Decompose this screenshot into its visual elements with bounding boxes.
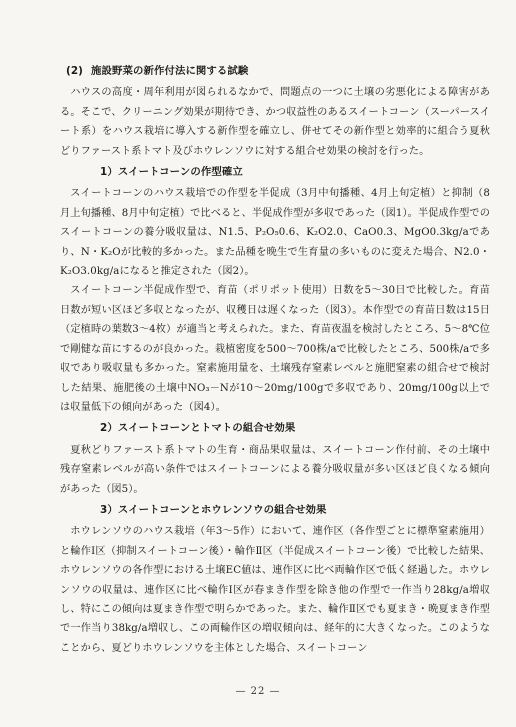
section-number: (2) xyxy=(66,65,84,77)
subsection-2-paragraph-1: 夏秋どりファースト系トマトの生育・商品果収量は、スイートコーン作付前、その土壌中残存窒素レベルが高い条件ではスイートコーンによる養分吸収量が多い区ほど良くなる傾向があった（図5）。 xyxy=(60,444,490,495)
subsection-1-paragraph-2: スイートコーン半促成作型で、育苗（ポリポット使用）日数を5～30日で比較した。育苗日数が短い区ほど多収となったが、収穫日は遅くなった（図3）。本作型での育苗日数は15日（定植時の葉数3～4枚）が適当と考えられた。また、育苗夜温を検討したところ、5～8℃位で剛健な苗にするのが良かった。栽植密度を500～700株/aで比較したところ、500株/aで多収であり吸収量も多かった。窒素施用量を、土壌残存窒素レベルと施肥窒素の組合せで検討した結果、施肥後の土壌中NO₃－Nが10～20mg/100gで多収であり、20mg/100g以上では収量低下の傾向があった（図4）。 xyxy=(60,285,490,413)
page-number: — 22 — xyxy=(235,686,281,697)
intro-paragraph: ハウスの高度・周年利用が図られるなかで、問題点の一つに土壌の劣悪化による障害がある。そこで、クリーニング効果が期待でき、かつ収益性のあるスイートコーン（スーパースイート系）をハウス栽培に導入する新作型を確立し、併せてその新作型と効率的に組合う夏秋どりファースト系トマト及びホウレンソウに対する組合せ効果の検討を行った。 xyxy=(60,87,490,157)
document-body xyxy=(60,62,490,658)
subsection-3-paragraph-1: ホウレンソウのハウス栽培（年3～5作）において、連作区（各作型ごとに標準窒素施用）と輪作Ⅰ区（抑制スイートコーン後）・輪作Ⅱ区（半促成スイートコーン後）で比較した結果、ホウレンソウの各作型における土壌EC値は、連作区に比べ両輪作区で低く経過した。ホウレンソウの収量は、連作区に比べ輪作Ⅰ区が春まき作型を除き他の作型で一作当り28kg/a増収し、特にこの傾向は夏まき作型で明らかであった。また、輪作Ⅱ区でも夏まき・晩夏まき作型で一作当り38kg/a増収し、この両輪作区の増収傾向は、経年的に大きくなった。このようなことから、夏どりホウレンソウを主体とした場合、スイートコーン xyxy=(60,526,490,654)
subsection-heading-1: 1）スイートコーンの作型確立 xyxy=(100,166,243,179)
section-heading xyxy=(66,62,490,81)
subsection-1-paragraph-1: スイートコーンのハウス栽培での作型を半促成（3月中旬播種、4月上旬定植）と抑制（8月上旬播種、8月中旬定植）で比べると、半促成作型が多収であった（図1）。半促成作型でのスイートコーンの養分吸収量は、N1.5、P₂O₅0.6、K₂O2.0、CaO0.3、MgO0.3kg/aであり、N・K₂Oが比較的多かった。また品種を晩生で生育量の多いものに変えた場合、N2.0・K₂O3.0kg/aになると推定された（図2）。 xyxy=(60,188,490,278)
subsection-heading-3: 3）スイートコーンとホウレンソウの組合せ効果 xyxy=(100,503,327,516)
subsection-heading-2: 2）スイートコーンとトマトの組合せ効果 xyxy=(100,422,296,435)
section-title: 施設野菜の新作付法に関する試験 xyxy=(91,65,249,77)
